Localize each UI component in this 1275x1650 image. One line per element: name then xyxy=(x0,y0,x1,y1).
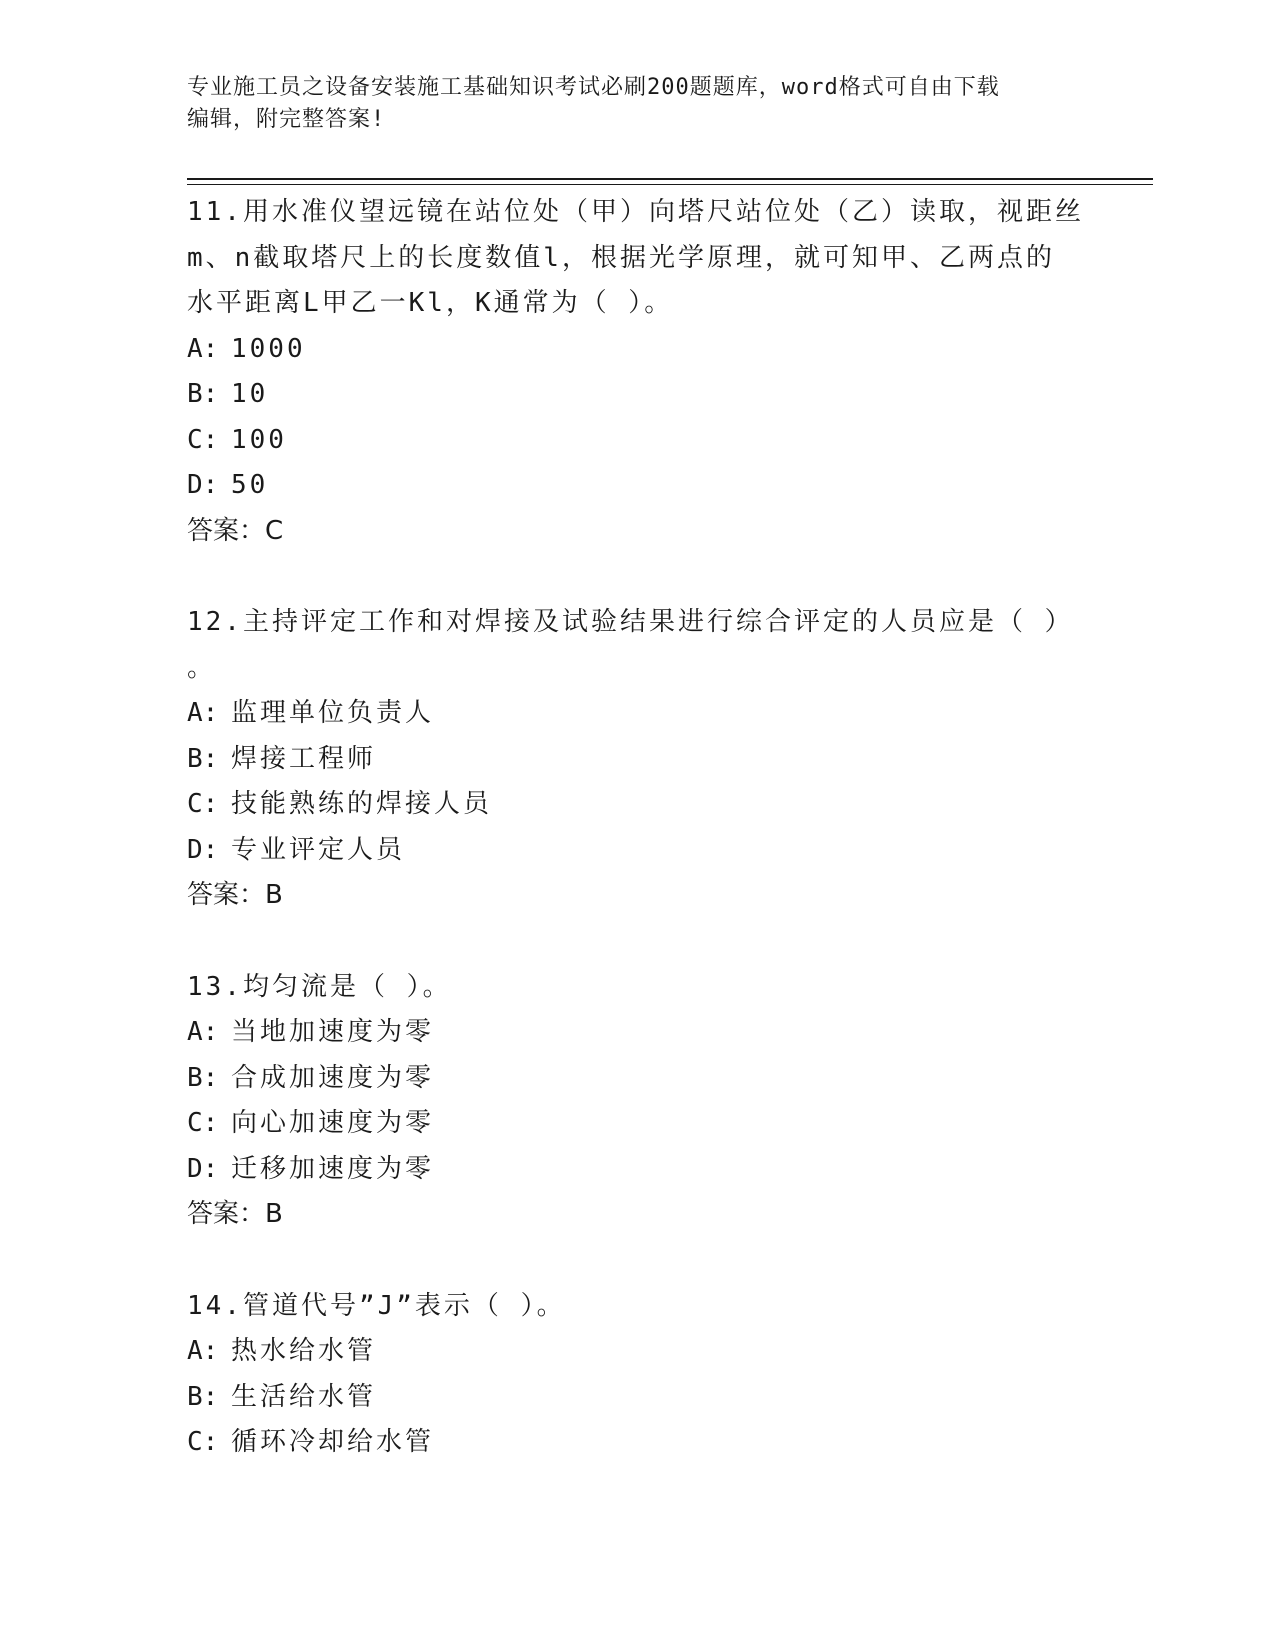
option-text: 当地加速度为零 xyxy=(231,1017,435,1047)
option-text: 1000 xyxy=(231,333,306,364)
option-key: C: xyxy=(187,424,219,455)
question-text: 14.管道代号”J”表示（ ）。 xyxy=(187,1290,566,1321)
option-a xyxy=(187,327,1087,373)
question-text: 11.用水准仪望远镜在站位处（甲）向塔尺站位处（乙）读取，视距丝 xyxy=(187,197,1084,227)
question-text: 。 xyxy=(187,652,217,683)
question-block xyxy=(187,1284,1087,1466)
option-a xyxy=(187,1329,1087,1375)
option-a xyxy=(187,691,1087,737)
answer-text: 答案：C xyxy=(187,515,284,546)
question-text: 水平距离L甲乙一Kl，K通常为（ ）。 xyxy=(187,288,674,318)
option-b xyxy=(187,737,1087,783)
option-text: 10 xyxy=(231,379,269,409)
option-text: 50 xyxy=(231,470,269,500)
option-b xyxy=(187,372,1087,418)
option-key: D: xyxy=(187,1153,219,1184)
option-key: D: xyxy=(187,470,219,500)
answer-text: 答案：B xyxy=(187,1199,283,1229)
header-title-line-1: 专业施工员之设备安装施工基础知识考试必刷200题题库，word格式可自由下载 xyxy=(187,75,1000,100)
option-c xyxy=(187,1420,1087,1466)
option-text: 专业评定人员 xyxy=(231,834,406,865)
option-text: 焊接工程师 xyxy=(231,743,377,774)
option-text: 迁移加速度为零 xyxy=(231,1153,435,1184)
header-divider-thin xyxy=(187,184,1153,185)
option-key: C: xyxy=(187,1427,219,1457)
option-key: C: xyxy=(187,1108,219,1138)
option-b xyxy=(187,1375,1087,1421)
option-a xyxy=(187,1010,1087,1056)
option-c xyxy=(187,1101,1087,1147)
option-d xyxy=(187,463,1087,509)
option-text: 技能熟练的焊接人员 xyxy=(231,789,493,819)
option-key: B: xyxy=(187,1062,219,1093)
option-d xyxy=(187,1147,1087,1193)
option-d xyxy=(187,828,1087,874)
question-block xyxy=(187,965,1087,1238)
option-key: B: xyxy=(187,743,219,774)
option-text: 100 xyxy=(231,424,287,455)
option-key: B: xyxy=(187,379,219,409)
option-key: A: xyxy=(187,333,219,364)
option-key: A: xyxy=(187,1017,219,1047)
option-key: B: xyxy=(187,1381,219,1412)
option-text: 生活给水管 xyxy=(231,1381,377,1412)
option-key: A: xyxy=(187,698,219,728)
option-b xyxy=(187,1056,1087,1102)
option-text: 监理单位负责人 xyxy=(231,698,435,728)
answer-text: 答案：B xyxy=(187,880,283,910)
option-c xyxy=(187,418,1087,464)
question-text: m、n截取塔尺上的长度数值l，根据光学原理，就可知甲、乙两点的 xyxy=(187,242,1055,273)
header-divider-thick xyxy=(187,178,1153,180)
option-text: 热水给水管 xyxy=(231,1336,377,1366)
option-text: 向心加速度为零 xyxy=(231,1108,435,1138)
option-text: 合成加速度为零 xyxy=(231,1062,435,1093)
header-title-line-2: 编辑，附完整答案! xyxy=(187,107,386,132)
question-block xyxy=(187,600,1087,919)
document-header xyxy=(187,72,1087,136)
option-text: 循环冷却给水管 xyxy=(231,1427,435,1457)
option-c xyxy=(187,782,1087,828)
question-block xyxy=(187,190,1087,554)
option-key: C: xyxy=(187,789,219,819)
question-text: 13.均匀流是（ ）。 xyxy=(187,971,452,1002)
option-key: A: xyxy=(187,1336,219,1366)
option-key: D: xyxy=(187,834,219,865)
question-list xyxy=(187,190,1087,1512)
question-text: 12.主持评定工作和对焊接及试验结果进行综合评定的人员应是（ ） xyxy=(187,607,1074,637)
